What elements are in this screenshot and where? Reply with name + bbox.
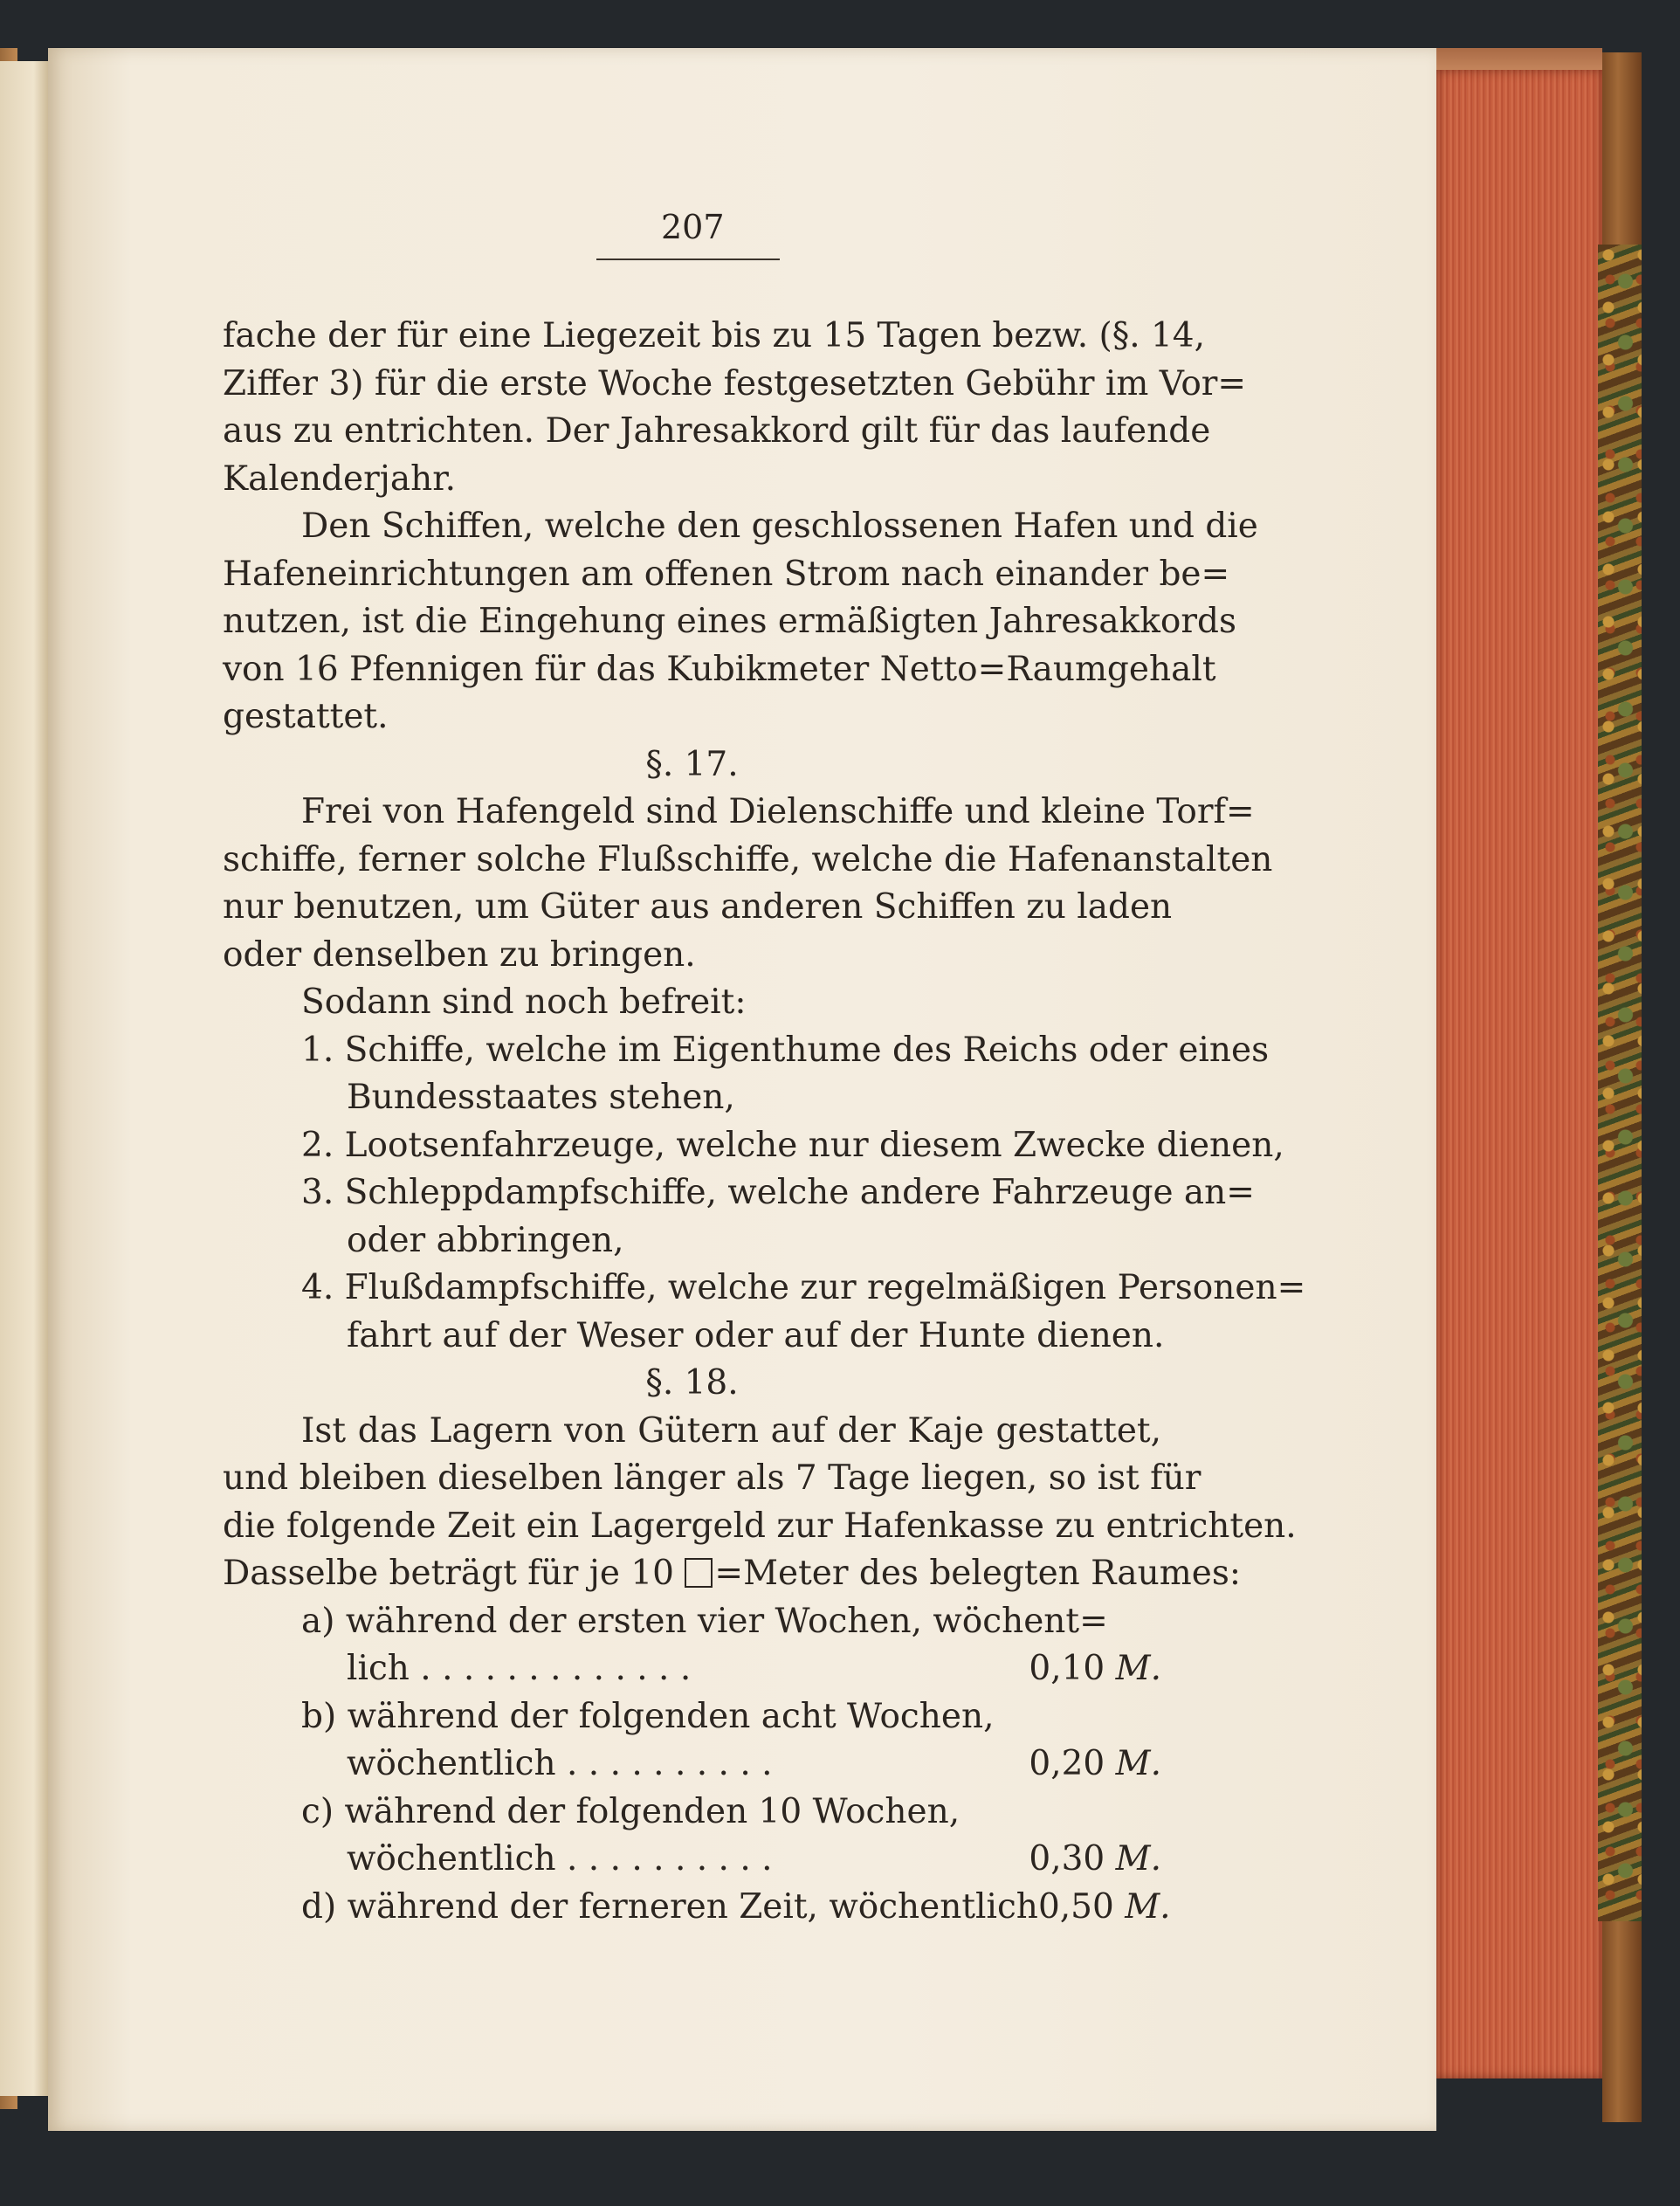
rate-row bbox=[223, 1741, 1161, 1789]
section-heading-17: §. 17. bbox=[645, 744, 739, 784]
rate-label: b) während der folgenden acht Wochen, bbox=[301, 1696, 995, 1736]
rate-value: 0,20 bbox=[1029, 1744, 1105, 1783]
text-line: oder denselben zu bringen. bbox=[223, 934, 696, 975]
page-body bbox=[223, 313, 1306, 1931]
rate-row bbox=[223, 1645, 1161, 1693]
text-line: gestattet. bbox=[223, 697, 389, 736]
left-page-edge bbox=[0, 61, 50, 2096]
text-line: nutzen, ist die Eingehung eines ermäßigten Jahresakkords bbox=[223, 602, 1236, 641]
rate-amount bbox=[1017, 1645, 1161, 1693]
text-line: Hafeneinrichtungen am offenen Strom nach einander be= bbox=[223, 554, 1230, 594]
rate-value: 0,10 bbox=[1029, 1649, 1105, 1688]
text-line bbox=[223, 1550, 1242, 1598]
text-line: Ist das Lagern von Gütern auf der Kaje gestattet, bbox=[301, 1410, 1161, 1451]
list-item-continuation: oder abbringen, bbox=[347, 1220, 624, 1260]
rate-label: wöchentlich . . . . . . . . . . bbox=[347, 1744, 773, 1783]
section-heading-18: §. 18. bbox=[645, 1363, 739, 1403]
text-line: schiffe, ferner solche Flußschiffe, welche die Hafenanstalten bbox=[223, 839, 1273, 879]
page-number: 207 bbox=[661, 208, 725, 246]
square-symbol-icon bbox=[685, 1558, 713, 1588]
text-line: nur benutzen, um Güter aus anderen Schiffen zu laden bbox=[223, 887, 1173, 927]
text-fragment: =Meter des belegten Raumes: bbox=[714, 1554, 1242, 1593]
text-line: aus zu entrichten. Der Jahresakkord gilt für das laufende bbox=[223, 411, 1211, 451]
text-fragment: Dasselbe beträgt für je 10 bbox=[223, 1554, 674, 1593]
rate-amount bbox=[1017, 1836, 1161, 1884]
text-line: und bleiben dieselben länger als 7 Tage liegen, so ist für bbox=[223, 1458, 1201, 1498]
header-rule bbox=[596, 259, 780, 260]
mark-unit: M. bbox=[1125, 1886, 1171, 1927]
text-line: Den Schiffen, welche den geschlossenen Hafen und die bbox=[301, 507, 1258, 546]
mark-unit: M. bbox=[1115, 1744, 1161, 1783]
text-line: von 16 Pfennigen für das Kubikmeter Netto=Raumgehalt bbox=[223, 649, 1216, 689]
rate-label: d) während der ferneren Zeit, wöchentlich bbox=[301, 1886, 1038, 1927]
rate-value: 0,50 bbox=[1037, 1886, 1114, 1927]
rate-label: c) während der folgenden 10 Wochen, bbox=[301, 1791, 960, 1831]
rate-value: 0,30 bbox=[1029, 1839, 1105, 1879]
text-line: die folgende Zeit ein Lagergeld zur Hafenkasse zu entrichten. bbox=[223, 1506, 1297, 1546]
marbled-board bbox=[1598, 245, 1642, 1921]
list-item: 4. Flußdampfschiffe, welche zur regelmäßigen Personen= bbox=[301, 1268, 1306, 1307]
text-line: Ziffer 3) für die erste Woche festgesetzten Gebühr im Vor= bbox=[223, 363, 1247, 403]
text-line: Kalenderjahr. bbox=[223, 458, 456, 499]
rate-label: lich . . . . . . . . . . . . . bbox=[347, 1649, 692, 1688]
mark-unit: M. bbox=[1115, 1649, 1161, 1688]
rate-row bbox=[223, 1884, 1171, 1932]
text-line: Frei von Hafengeld sind Dielenschiffe und kleine Torf= bbox=[301, 792, 1255, 831]
rate-label: wöchentlich . . . . . . . . . . bbox=[347, 1839, 773, 1879]
rate-row bbox=[223, 1836, 1161, 1884]
text-line: Sodann sind noch befreit: bbox=[301, 982, 747, 1022]
rate-amount bbox=[1038, 1884, 1171, 1932]
list-item-continuation: Bundesstaates stehen, bbox=[347, 1078, 735, 1117]
list-item: 1. Schiffe, welche im Eigenthume des Reichs oder eines bbox=[301, 1030, 1270, 1070]
list-item: 2. Lootsenfahrzeuge, welche nur diesem Zwecke dienen, bbox=[301, 1125, 1284, 1165]
mark-unit: M. bbox=[1115, 1839, 1161, 1879]
page-edges bbox=[1436, 70, 1602, 2078]
list-item: 3. Schleppdampfschiffe, welche andere Fahrzeuge an= bbox=[301, 1173, 1255, 1212]
rate-amount bbox=[1017, 1741, 1161, 1789]
rate-label: a) während der ersten vier Wochen, wöchent= bbox=[301, 1601, 1108, 1641]
list-item-continuation: fahrt auf der Weser oder auf der Hunte dienen. bbox=[347, 1315, 1165, 1355]
text-line: fache der für eine Liegezeit bis zu 15 Tagen bezw. (§. 14, bbox=[223, 316, 1206, 355]
